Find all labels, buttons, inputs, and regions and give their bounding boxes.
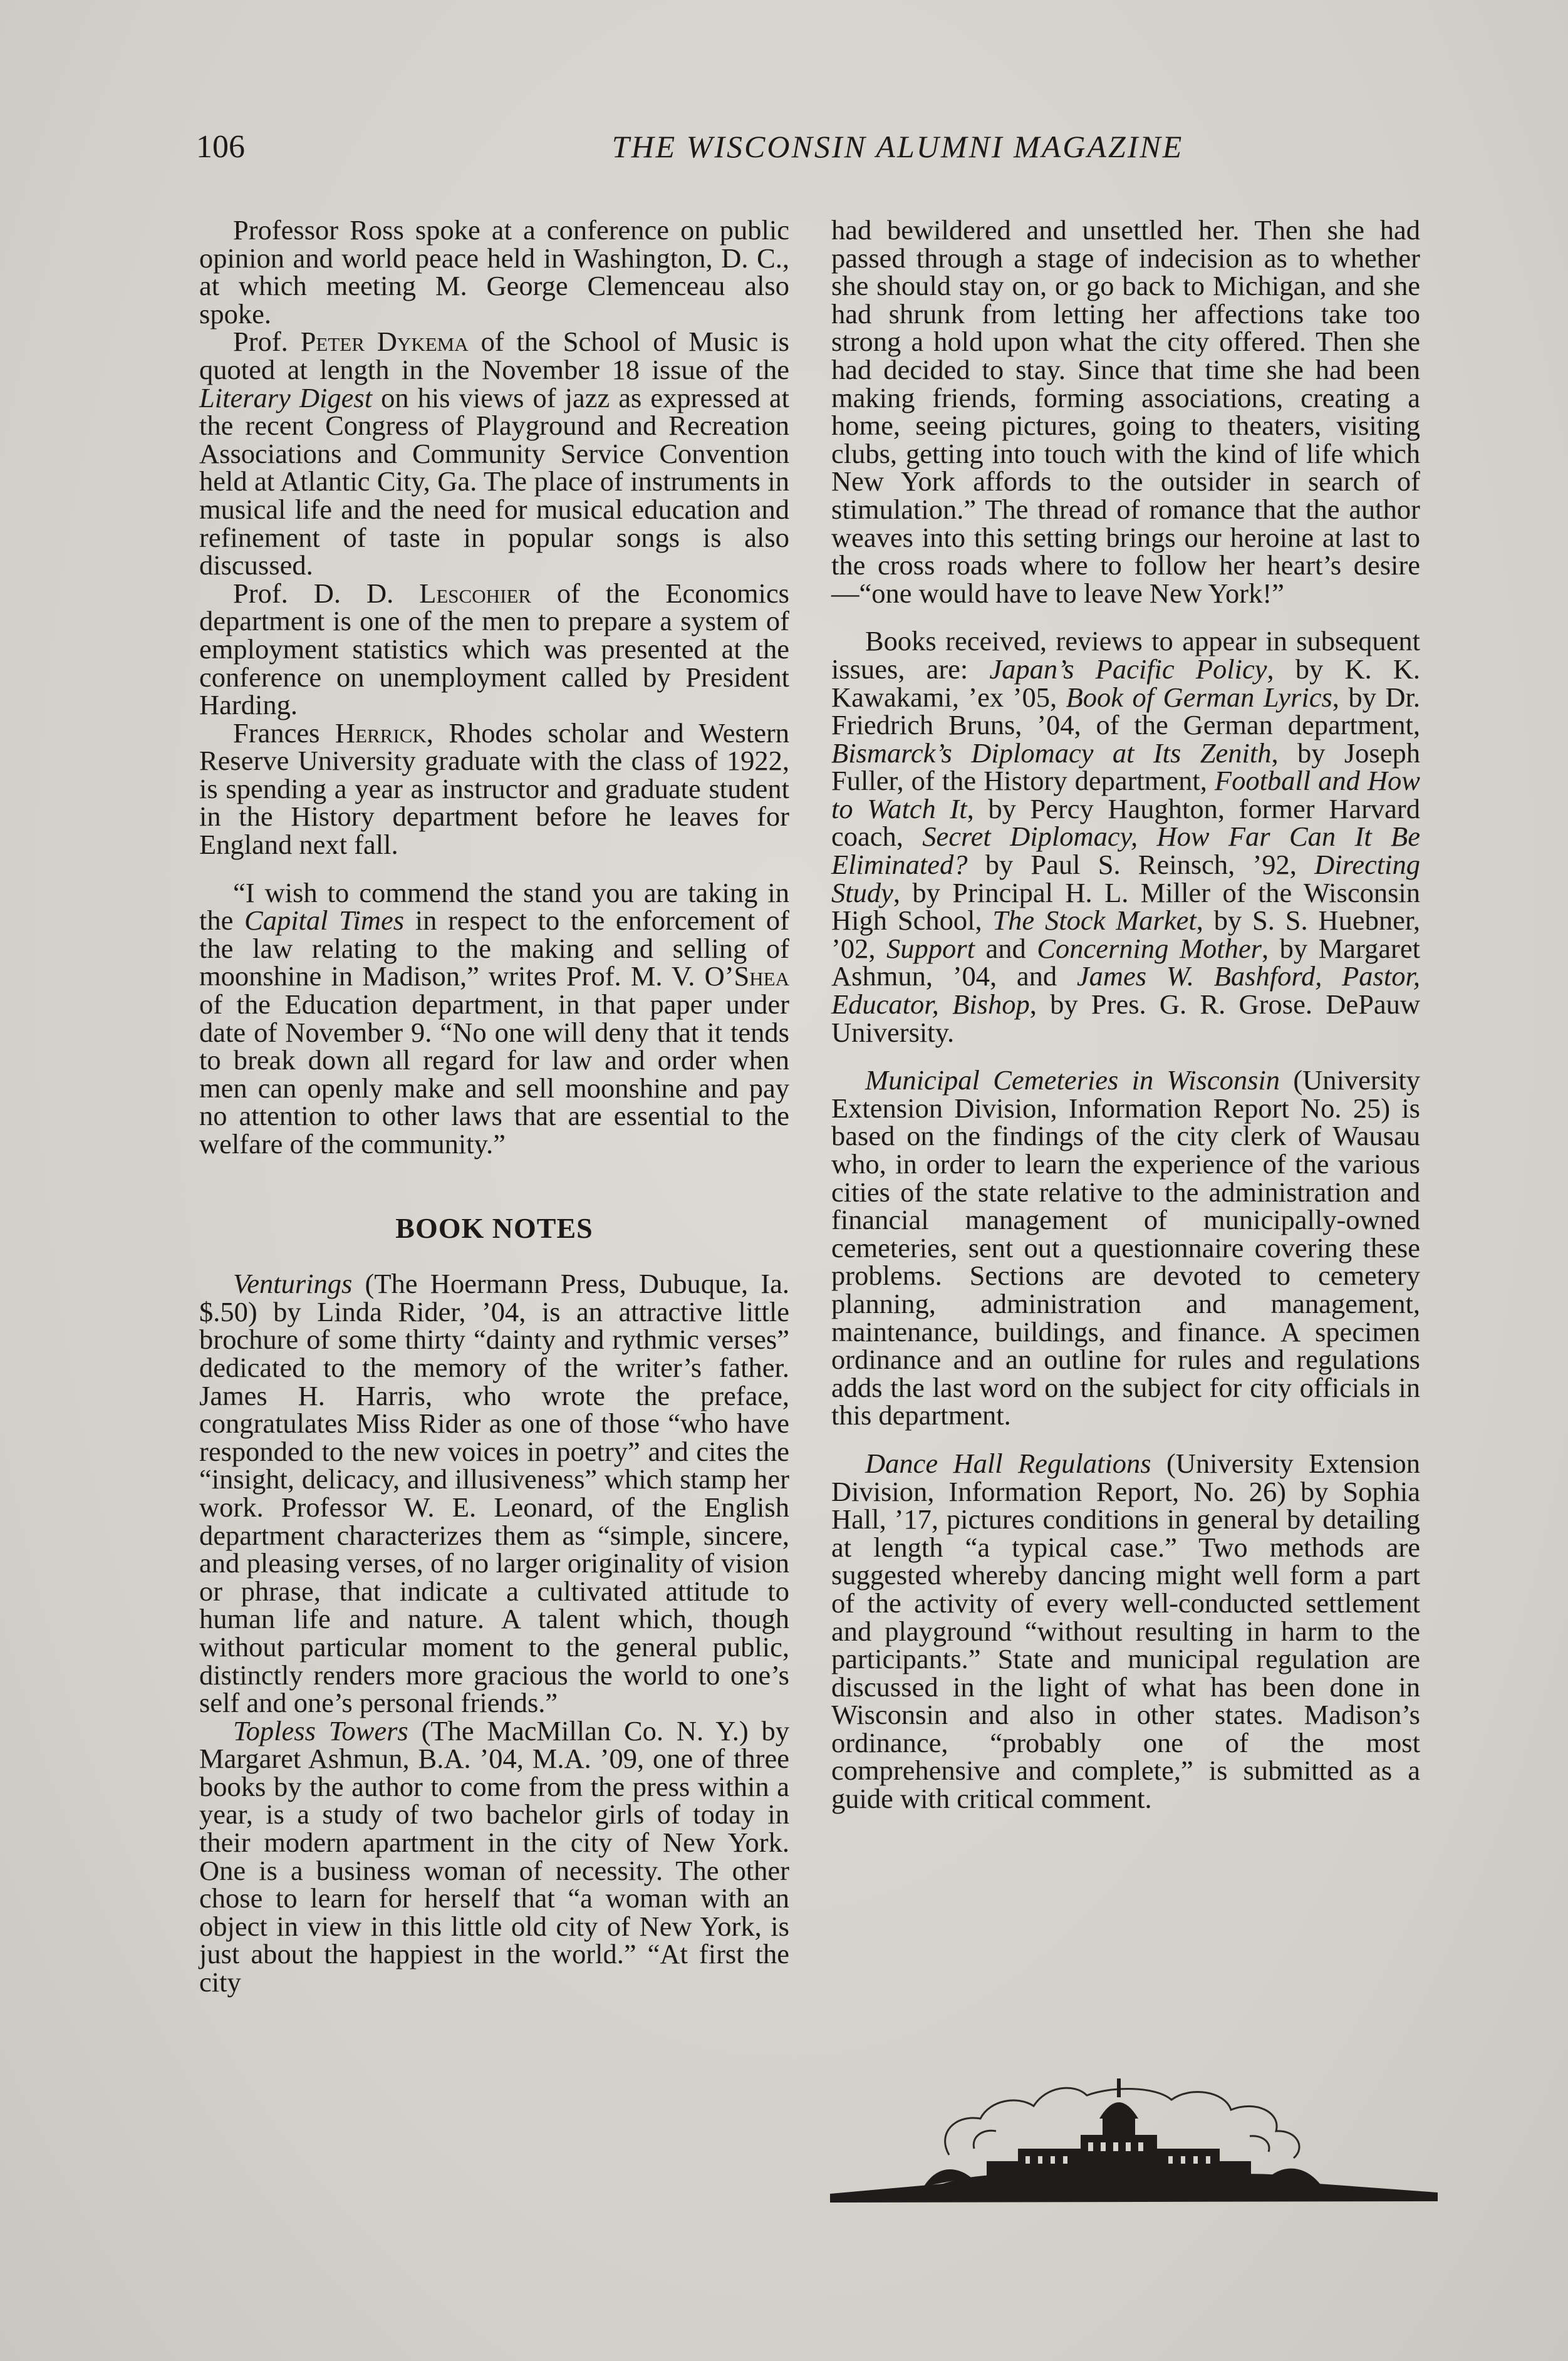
oshea-paragraph: “I wish to commend the stand you are taking in the Capital Times in respect to the enforcement of the law relating to the making and selling of moonshine in Madison,” writes Prof. M. V. O’Shea of the Education department, in that paper under date of November 9. “No one will deny that it tends to break down all regard for law and order when men can openly make and sell moonshine and pay no attention to other laws that are essential to the welfare of the community.” [199, 876, 789, 1160]
person-name: Shea [734, 960, 789, 992]
person-name: Herrick [335, 717, 427, 749]
herrick-paragraph: Frances Herrick, Rhodes scholar and Western Reserve University graduate with the class of 1922, is spending a year as instructor and graduate student in the History department before he leaves for England next fall. [199, 717, 790, 861]
page-number: 106 [196, 129, 245, 165]
publication-title: Capital Times [244, 905, 405, 937]
running-head [196, 128, 1462, 179]
dance-hall-paragraph: Dance Hall Regulations (University Extension Division, Information Report, No. 26) by Sophia Hall, ’17, pictures conditions in general by detailing at length “a typical case.” Two methods are suggested whereby dancing might well form a part of the activity of every well-conducted settlement and playground “without resulting in harm to the participants.” State and municipal regulation are discussed in the light of what has been done in Wisconsin and also in other states. Madison’s ordinance, “probably one of the most comprehensive and complete,” is submitted as a guide with critical comment. [831, 1447, 1420, 1815]
person-name: Lescohier [419, 577, 531, 609]
publication-title: Literary Digest [199, 381, 373, 413]
cemeteries-paragraph: Municipal Cemeteries in Wisconsin (University Extension Division, Information Report No. 25) is based on the findings of the city clerk of Wausau who, in order to learn the experience of the various cities of the state relative to the administration and financial management of municipally-owned cemeteries, sent out a questionnaire covering these problems. Sections are devoted to cemetery planning, administration and management, maintenance, buildings, and finance. A specimen ordinance and an outline for rules and regulations adds the last word on the subject for city officials in this department. [831, 1064, 1420, 1431]
left-column [199, 216, 789, 1996]
magazine-title: THE WISCONSIN ALUMNI MAGAZINE [611, 129, 1184, 164]
right-column [831, 216, 1420, 1813]
topless-towers-continued: had bewildered and unsettled her. Then she had passed through a stage of indecision as to whether she should stay on, or go back to Michigan, and she had shrunk from letting her affections take too strong a hold upon what the city offered. Then she had decided to stay. Since that time she had been making friends, forming associations, creating a home, seeing pictures, going to theaters, visiting clubs, getting into touch with the kind of life which New York affords to the outsider in search of stimulation.” The thread of romance that the author weaves into this setting brings our heroine at last to the cross roads where to follow her heart’s desire—“one would have to leave New York!” [831, 214, 1420, 609]
books-received-paragraph: Books received, reviews to appear in subsequent issues, are: Japan’s Pacific Policy, by K. K. Kawakami, ’ex ’05, Book of German Lyrics, by Dr. Friedrich Bruns, ’04, of the German department, Bismarck’s Diplomacy at Its Zenith, by Joseph Fuller, of the History department, Football and How to Watch It, by Percy Haughton, former Harvard coach, Secret Diplomacy, How Far Can It Be Eliminated? by Paul S. Reinsch, ’92, Directing Study, by Principal H. L. Miller of the Wisconsin High School, The Stock Market, by S. S. Huebner, ’02, Support and Concerning Mother, by Margaret Ashmun, ’04, and James W. Bashford, Pastor, Educator, Bishop, by Pres. G. R. Grose. DePauw University. [831, 625, 1421, 1048]
book-title: Dance Hall Regulations [865, 1447, 1151, 1479]
person-name: Peter Dykema [300, 326, 469, 358]
ross-paragraph: Professor Ross spoke at a conference on public opinion and world peace held in Washington, D. C., at which meeting M. George Clemenceau also spoke. [199, 214, 789, 330]
book-title: Municipal Cemeteries in Wisconsin [865, 1064, 1280, 1096]
book-notes-heading: BOOK NOTES [395, 1212, 593, 1244]
topless-towers-paragraph: Topless Towers (The MacMillan Co. N. Y.) by Margaret Ashmun, B.A. ’04, M.A. ’09, one of three books by the author to come from the press within a year, is a study of two bachelor girls of today in their modern apartment in the city of New York. One is a business woman of necessity. The other chose to learn for herself that “a woman with an object in view in this little old city of New York, is just about the happiest in the world.” “At first the city [199, 1715, 789, 1998]
dykema-paragraph: Prof. Peter Dykema of the School of Music is quoted at length in the November 18 issue of the Literary Digest on his views of jazz as expressed at the recent Congress of Playground and Recreation Associations and Community Service Convention held at Atlantic City, Ga. The place of instruments in musical life and the need for musical education and refinement of taste in popular songs is also discussed. [199, 326, 790, 581]
lescohier-paragraph: Prof. D. D. Lescohier of the Economics department is one of the men to prepare a system of employment statistics which was presented at the conference on unemployment called by President Harding. [199, 577, 789, 721]
venturings-paragraph: Venturings (The Hoermann Press, Dubuque, Ia. $.50) by Linda Rider, ’04, is an attractive little brochure of some thirty “dainty and rythmic verses” dedicated to the memory of the writer’s father. James H. Harris, who wrote the preface, congratulates Miss Rider as one of those “who have responded to the new voices in poetry” and cites the “insight, delicacy, and illusiveness” which stamp her work. Professor W. E. Leonard, of the English department characterizes them as “simple, sincere, and pleasing verses, of no larger originality of vision or phrase, that indicate a cultivated attitude to human life and nature. A talent which, though without particular moment to the general public, distinctly renders more gracious the world to one’s self and one’s personal friends.” [199, 1268, 789, 1719]
book-title: Topless Towers [233, 1715, 408, 1746]
capitol-building-vignette [830, 2061, 1438, 2208]
book-title: Venturings [233, 1268, 353, 1300]
